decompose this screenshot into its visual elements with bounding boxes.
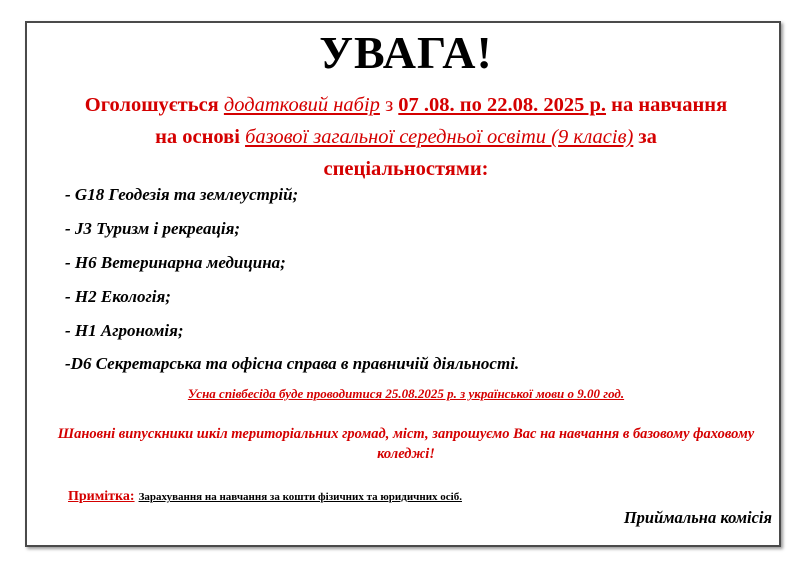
specialty-item: -D6 Секретарська та офісна справа в правничій діяльності. bbox=[65, 354, 520, 373]
specialty-item: - J3 Туризм і рекреація; bbox=[65, 219, 241, 238]
invitation-text: Шановні випускники шкіл територіальних громад, міст, запрошуємо Вас на навчання в базовому фаховому коледжі! bbox=[57, 426, 755, 462]
note-text: Зарахування на навчання за кошти фізичних та юридичних осіб. bbox=[138, 491, 462, 503]
announcement-suffix: на навчання bbox=[606, 94, 728, 116]
education-basis: базової загальної середньої освіти (9 класів) bbox=[245, 126, 634, 148]
enrollment-dates: 07 .08. по 22.08. 2025 р. bbox=[398, 94, 607, 116]
notice-title: УВАГА! bbox=[319, 27, 493, 78]
note-label: Примітка: bbox=[68, 489, 135, 504]
specialty-item: - H1 Агрономія; bbox=[65, 321, 184, 340]
announcement-line-2 bbox=[0, 125, 812, 149]
specialty-item: - G18 Геодезія та землеустрій; bbox=[65, 185, 299, 204]
announcement-from: з bbox=[379, 94, 399, 116]
basis-prefix: на основі bbox=[155, 126, 246, 148]
basis-suffix: за bbox=[633, 126, 657, 148]
announcement-line-1 bbox=[0, 93, 812, 117]
specialty-item: - H6 Ветеринарна медицина; bbox=[65, 253, 286, 272]
specialty-item: - H2 Екологія; bbox=[65, 287, 171, 306]
specialties-heading: спеціальностями: bbox=[323, 158, 489, 180]
additional-enrollment: додатковий набір bbox=[223, 94, 380, 116]
interview-notice: Усна співбесіда буде проводитися 25.08.2025 р. з української мови о 9.00 год. bbox=[187, 386, 625, 401]
admissions-committee-signature: Приймальна комісія bbox=[623, 508, 772, 527]
note bbox=[68, 487, 462, 505]
announcement-prefix: Оголошується bbox=[84, 94, 224, 116]
